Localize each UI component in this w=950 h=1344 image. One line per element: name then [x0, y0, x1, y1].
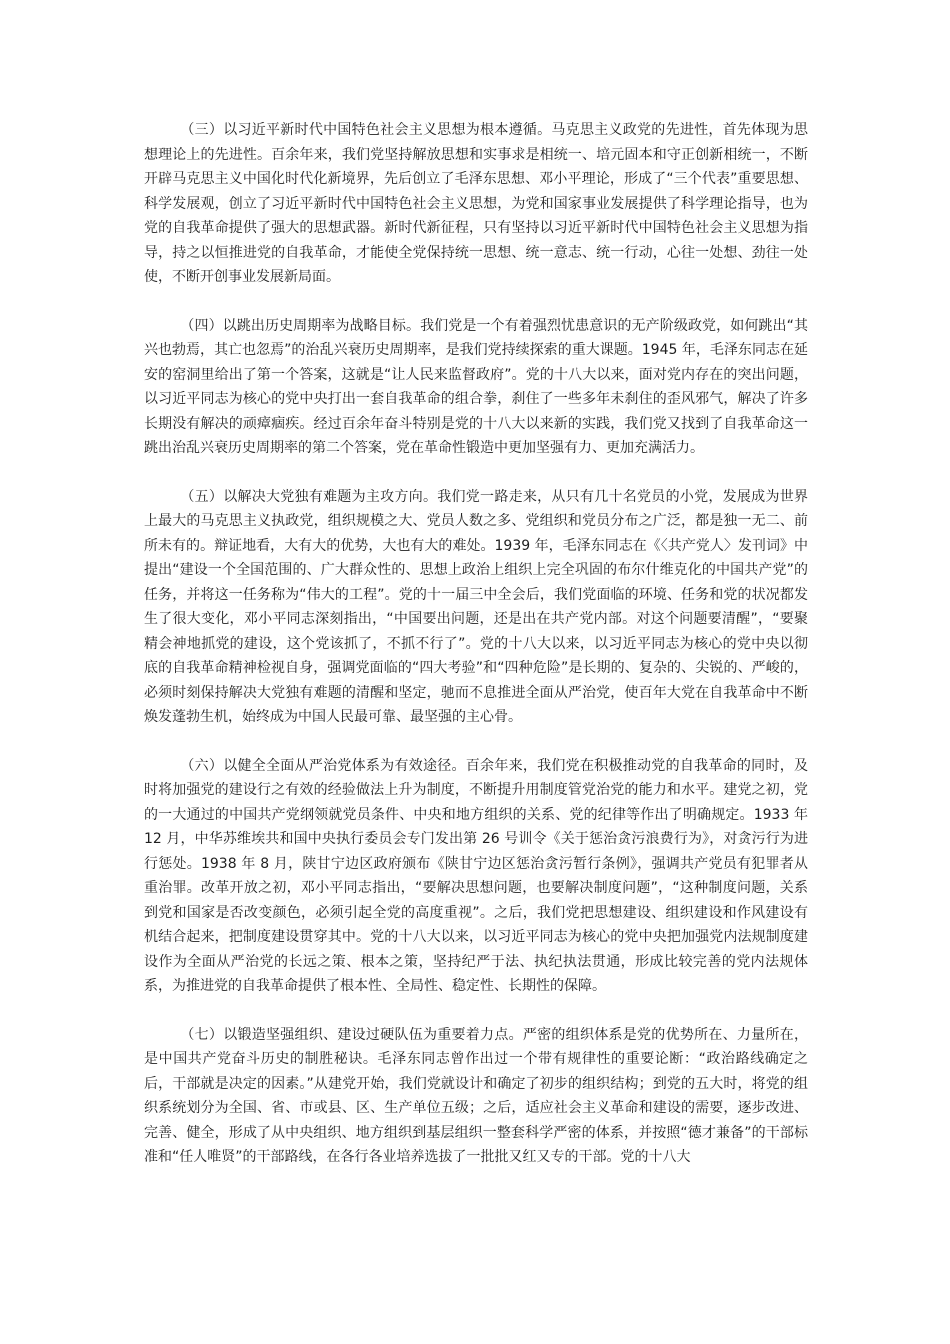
paragraph-5-large-party-problems: （五）以解决大党独有难题为主攻方向。我们党一路走来，从只有几十名党员的小党，发展成为世界上最大的马克思主义执政党，组织规模之大、党员人数之多、党组织和党员分布之广泛，都是独一无二、前所未有的。辩证地看，大有大的优势，大也有大的难处。1939 年，毛泽东同志在《〈共产党人〉发刊词》中提出“建设一个全国范围的、广大群众性的、思想上政治上组织上完全巩固的布尔什维克化的中国共产党”的任务，并将这一任务称为“伟大的工程”。党的十一届三中全会后，我们党面临的环境、任务和党的状况都发生了很大变化，邓小平同志深刻指出，“中国要出问题，还是出在共产党内部。对这个问题要清醒”，“要聚精会神地抓党的建设，这个党该抓了，不抓不行了”。党的十八大以来，以习近平同志为核心的党中央以彻底的自我革命精神检视自身，强调党面临的“四大考验”和“四种危险”是长期的、复杂的、尖锐的、严峻的，必须时刻保持解决大党独有难题的清醒和坚定，驰而不息推进全面从严治党，使百年大党在自我革命中不断焕发蓬勃生机，始终成为中国人民最可靠、最坚强的主心骨。	[144, 488, 808, 725]
document-body	[144, 118, 808, 1170]
paragraph-6-strict-governance-system: （六）以健全全面从严治党体系为有效途径。百余年来，我们党在积极推动党的自我革命的同时，及时将加强党的建设行之有效的经验做法上升为制度，不断提升用制度管党治党的能力和水平。建党之初，党的一大通过的中国共产党纲领就党员条件、中央和地方组织的关系、党的纪律等作出了明确规定。1933 年 12 月，中华苏维埃共和国中央执行委员会专门发出第 26 号训令《关于惩治贪污浪费行为》，对贪污行为进行惩处。1938 年 8 月，陕甘宁边区政府颁布《陕甘宁边区惩治贪污暂行条例》，强调共产党员有犯罪者从重治罪。改革开放之初，邓小平同志指出，“要解决思想问题，也要解决制度问题”，“这种制度问题，关系到党和国家是否改变颜色，必须引起全党的高度重视”。之后，我们党把思想建设、组织建设和作风建设有机结合起来，把制度建设贯穿其中。党的十八大以来，以习近平同志为核心的党中央把加强党内法规制度建设作为全面从严治党的长远之策、根本之策，坚持纪严于法、执纪执法贯通，形成比较完善的党内法规体系，为推进党的自我革命提供了根本性、全局性、稳定性、长期性的保障。	[144, 757, 808, 994]
paragraph-7-strong-organization: （七）以锻造坚强组织、建设过硬队伍为重要着力点。严密的组织体系是党的优势所在、力量所在，是中国共产党奋斗历史的制胜秘诀。毛泽东同志曾作出过一个带有规律性的重要论断：“政治路线确定之后，干部就是决定的因素。”从建党开始，我们党就设计和确定了初步的组织结构；到党的五大时，将党的组织系统划分为全国、省、市或县、区、生产单位五级；之后，适应社会主义革命和建设的需要，逐步改进、完善、健全，形成了从中央组织、地方组织到基层组织一整套科学严密的体系，并按照“德才兼备”的干部标准和“任人唯贤”的干部路线，在各行各业培养选拔了一批批又红又专的干部。党的十八大	[144, 1026, 808, 1165]
paragraph-4-historical-cycle: （四）以跳出历史周期率为战略目标。我们党是一个有着强烈忧患意识的无产阶级政党，如何跳出“其兴也勃焉，其亡也忽焉”的治乱兴衰历史周期率，是我们党持续探索的重大课题。1945 年，毛泽东同志在延安的窑洞里给出了第一个答案，这就是“让人民来监督政府”。党的十八大以来，面对党内存在的突出问题，以习近平同志为核心的党中央打出一套自我革命的组合拳，刹住了一些多年未刹住的歪风邪气，解决了许多长期没有解决的顽瘴痼疾。经过百余年奋斗特别是党的十八大以来新的实践，我们党又找到了自我革命这一跳出治乱兴衰历史周期率的第二个答案，党在革命性锻造中更加坚强有力、更加充满活力。	[144, 317, 808, 456]
paragraph-3-guiding-thought: （三）以习近平新时代中国特色社会主义思想为根本遵循。马克思主义政党的先进性，首先体现为思想理论上的先进性。百余年来，我们党坚持解放思想和实事求是相统一、培元固本和守正创新相统一，不断开辟马克思主义中国化时代化新境界，先后创立了毛泽东思想、邓小平理论，形成了“三个代表”重要思想、科学发展观，创立了习近平新时代中国特色社会主义思想，为党和国家事业发展提供了科学理论指导，也为党的自我革命提供了强大的思想武器。新时代新征程，只有坚持以习近平新时代中国特色社会主义思想为指导，持之以恒推进党的自我革命，才能使全党保持统一思想、统一意志、统一行动，心往一处想、劲往一处使，不断开创事业发展新局面。	[144, 122, 808, 285]
